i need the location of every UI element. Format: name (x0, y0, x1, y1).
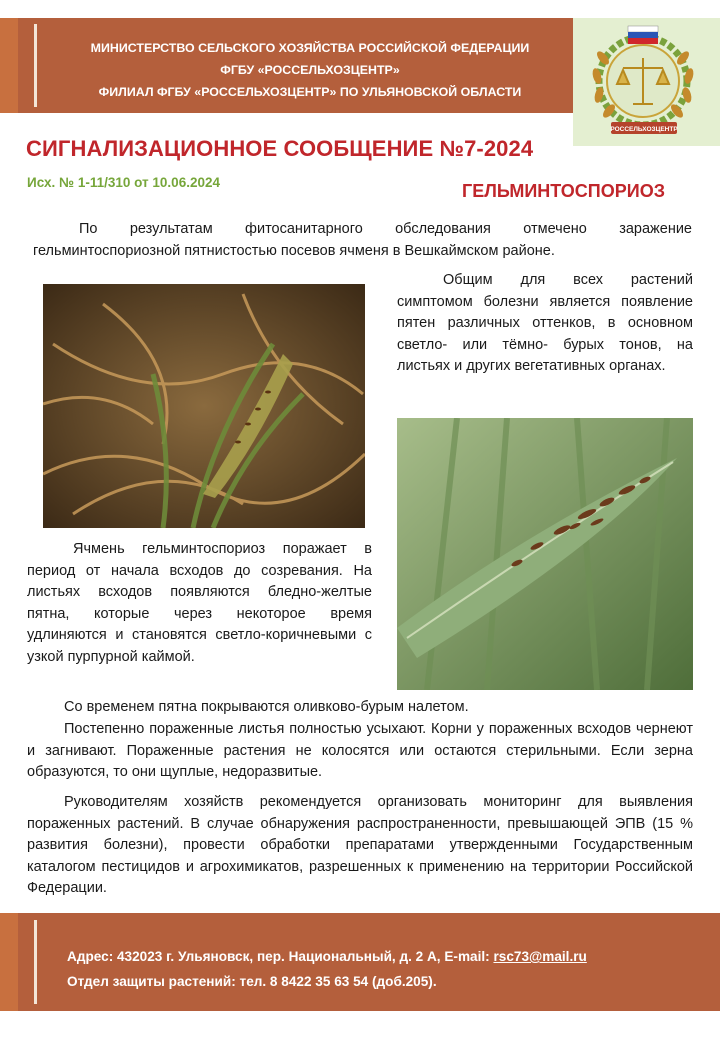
header-organization (40, 37, 580, 103)
document-reference: Исх. № 1-11/310 от 10.06.2024 (27, 175, 220, 190)
footer-phone: Отдел защиты растений: тел. 8 8422 35 63 54 (доб.205). (67, 974, 437, 989)
footer-contacts (67, 944, 587, 994)
barley-field-photo (43, 284, 365, 528)
progression-paragraph: Постепенно пораженные листья полностью усыхают. Корни у пораженных всходов чернеют и загнивают. Пораженные растения не колосятся или остаются стерильными. Если зерна образуются, то они щуплые, недоразвитые. (27, 721, 693, 781)
recommendation-paragraph: Руководителям хозяйств рекомендуется организовать мониторинг для выявления пораженных растений. В случае обнаружения распространенности, превышающей ЭПВ (15 % развития болезни), провести обработки препаратами утвержденными Государственным каталогом пестицидов и агрохимикатов, разрешенных к применению на территории Российской Федерации. (27, 794, 693, 897)
olive-paragraph: Со временем пятна покрываются оливково-бурым налетом. (64, 699, 469, 715)
footer-divider (34, 920, 37, 1004)
header-accent-stripe (0, 18, 18, 113)
infected-leaf-photo (397, 418, 693, 690)
symptoms-paragraph: Общим для всех растений симптомом болезни является появление пятен различных оттенков, в основном светло- или тёмно- бурых тонов, на листьях и других вегетативных органах. (397, 272, 693, 375)
header-divider (34, 24, 37, 107)
page-title: СИГНАЛИЗАЦИОННОЕ СООБЩЕНИЕ №7-2024 (26, 136, 534, 161)
period-paragraph: Ячмень гельминтоспориоз поражает в период от начала всходов до созревания. На листьях всходов появляются бледно-желтые пятна, которые через некоторое время удлиняются и становятся светло-коричневыми с узкой пурпурной каймой. (27, 541, 372, 665)
footer-email-link[interactable]: rsc73@mail.ru (493, 949, 587, 964)
intro-paragraph: По результатам фитосанитарного обследования отмечено заражение гельминтоспориозной пятнистостью посевов ячменя в Вешкаймском районе. (33, 221, 692, 259)
header-line-ministry: МИНИСТЕРСТВО СЕЛЬСКОГО ХОЗЯЙСТВА РОССИЙСКОЙ ФЕДЕРАЦИИ (90, 41, 530, 55)
header-line-fgbu: ФГБУ «РОССЕЛЬХОЗЦЕНТР» (220, 63, 400, 77)
emblem-ribbon-label: РОССЕЛЬХОЗЦЕНТР (610, 126, 678, 133)
header-line-branch: ФИЛИАЛ ФГБУ «РОССЕЛЬХОЗЦЕНТР» ПО УЛЬЯНОВСКОЙ ОБЛАСТИ (98, 85, 522, 99)
emblem-logo (573, 18, 720, 146)
footer-accent-stripe (0, 913, 18, 1011)
footer-address (67, 944, 587, 969)
disease-name: ГЕЛЬМИНТОСПОРИОЗ (462, 181, 665, 201)
russia-flag-icon (628, 26, 658, 44)
footer-address-text: Адрес: 432023 г. Ульяновск, пер. Национальный, д. 2 А, E-mail: (67, 949, 494, 964)
emblem-panel (573, 18, 720, 146)
